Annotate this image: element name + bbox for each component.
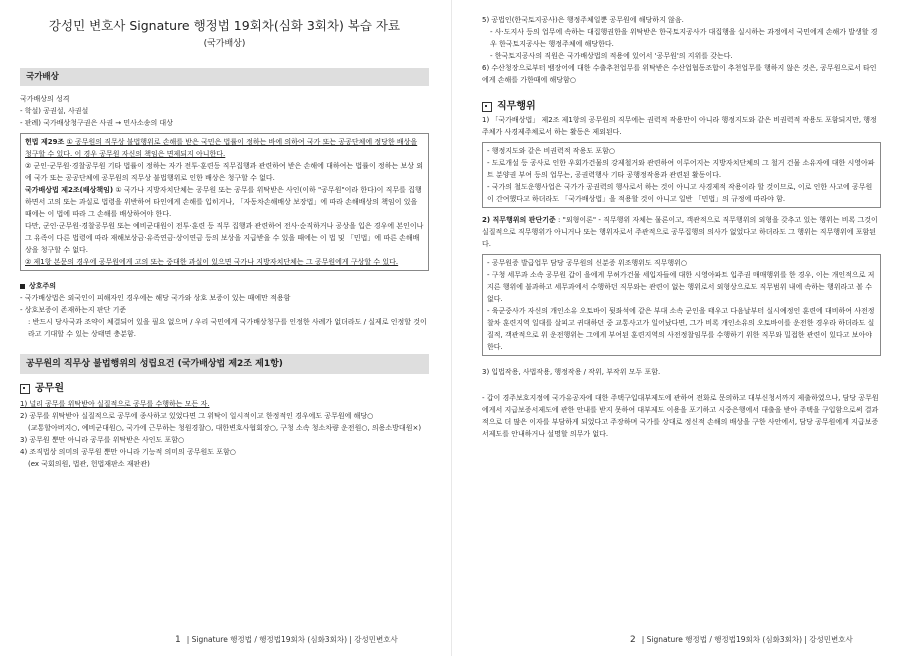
box-line: - 공무원증 발급업무 담당 공무원의 신분증 위조행위도 직무행위○	[487, 259, 688, 267]
box-line: - 도로개설 등 공사로 인한 우회가건물의 강제철거와 관련하여 이루어지는 지방자치단체의 그 철거 건물 소유자에 대한 시영아파트 분양권 부여 등의 업무는, 공권력행사 기타 공행정작용과 관련된 활동이다.	[487, 159, 875, 179]
statute-label: 헌법 제29조	[25, 138, 65, 146]
subheading-duty: 직무행위	[482, 100, 881, 114]
statute-paragraph	[25, 160, 424, 184]
official-item: 4) 조직법상 의미의 공무원 뿐만 아니라 기능적 의미의 공무원도 포함○	[20, 448, 236, 456]
checkbox-square-icon	[20, 384, 30, 394]
footer-text: | Signature 행정법 / 행정법19회차 (심화3회차) | 강성민변호사	[641, 635, 853, 644]
duty-item: 3) 입법작용, 사법작용, 행정작용 / 작위, 부작위 모두 포함.	[482, 368, 661, 376]
official-item: 6) 수산청장으로부터 뱀장어에 대한 수출추천업무를 위탁받은 수산업협동조합이 추천업무를 행하지 않은 것은, 공무원으로서 타인에게 손해를 가한때에 해당함○	[482, 64, 877, 84]
mutual-heading: 상호주의	[20, 280, 429, 292]
mutual-item: - 국가배상법은 외국인이 피해자인 경우에는 해당 국가와 상호 보증이 있는 때에만 적용함	[20, 294, 291, 302]
box-line: - 국가의 철도운행사업은 국가가 공권력의 행사로서 하는 것이 아니고 사경제적 작용이라 할 것이므로, 이로 인한 사고에 공무원이 간여했다고 하더라도 「국가배상법」을 적용할 것이 아니고 일반 「민법」의 규정에 따라야 함.	[487, 183, 873, 203]
nature-item: - 학설) 공권설, 사권설	[20, 107, 89, 115]
mutual-item: - 상호보증이 존재하는지 판단 기준	[20, 306, 127, 314]
official-item: 2) 공무를 위탁받아 실질적으로 공무에 종사하고 있었다면 그 위탁이 일시적이고 한정적인 경우에도 공무원에 해당○	[20, 412, 374, 420]
statute-text: ② 제1항 본문의 경우에 공무원에게 고의 또는 중대한 과실이 있으면 국가나 지방자치단체는 그 공무원에게 구상할 수 있다.	[25, 258, 399, 266]
duty-item: 1) 「국가배상법」 제2조 제1항의 공무원의 직무에는 권력적 작용만이 아니라 행정지도와 같은 비권력적 작용도 포함되지만, 행정주체가 사경제주체로서 하는 활동은 제외된다.	[482, 116, 877, 136]
statute-paragraph	[25, 136, 424, 160]
page-left	[0, 0, 451, 656]
footer-text: | Signature 행정법 / 행정법19회차 (심화3회차) | 강성민변호사	[186, 635, 398, 644]
footer-right	[630, 635, 853, 645]
footer-left	[175, 635, 398, 645]
square-bullet-icon	[20, 284, 25, 289]
appearance-theory-box	[482, 254, 881, 356]
box-line: - 행정지도와 같은 비권력적 작용도 포함○	[487, 147, 615, 155]
subheading-official: 공무원	[20, 382, 429, 396]
section-header-requirements: 공무원의 직무상 불법행위의 성립요건 (국가배상법 제2조 제1항)	[20, 354, 429, 374]
duty-criteria: 2) 직무행위의 판단기준 : "외형이론" - 직무행위 자체는 물론이고, 객관적으로 직무행위의 외형을 갖추고 있는 행위는 비록 그것이 실질적으로 직무행위가 아니거나 또는 행위자로서 주관적으로 공무집행의 의사가 없었다고 하더라도 그 행위는 직무행위에 포함된다.	[482, 216, 878, 248]
statute-text: ② 군인·군무원·경찰공무원 기타 법률이 정하는 자가 전투·훈련등 직무집행과 관련하여 받은 손해에 대하여는 법률이 정하는 보상 외에 국가 또는 공공단체에 공무원의 직무상 불법행위로 인한 배상은 청구할 수 없다.	[25, 162, 423, 182]
statute-text: ① 공무원의 직무상 불법행위로 손해를 받은 국민은 법률이 정하는 바에 의하여 국가 또는 공공단체에 정당한 배상을 청구할 수 있다. 이 경우 공무원 자신의 책임은 면제되지 아니한다.	[25, 138, 418, 158]
official-item: (교통할아버지○, 예비군대원○, 국가에 근무하는 청원경찰○, 대한변호사협회장○, 구청 소속 청소차량 운전원○, 의용소방대원×)	[28, 424, 422, 432]
statute-text: ① 국가나 지방자치단체는 공무원 또는 공무를 위탁받은 사인(이하 "공무원"이라 한다)이 직무를 집행하면서 고의 또는 과실로 법령을 위반하여 타인에게 손해를 입히거나, 「자동차손해배상 보장법」에 따라 손해배상의 책임이 있을 때에는 이 법에 따라 그 손해를 배상하여야 한다.	[25, 186, 422, 218]
section-header-state-compensation: 국가배상	[20, 68, 429, 86]
official-item: 1) 널리 공무를 위탁받아 실질적으로 공무를 수행하는 모든 자.	[20, 400, 210, 408]
official-item: 5) 공법인(한국토지공사)은 행정주체일뿐 공무원에 해당하지 않음.	[482, 16, 684, 24]
statute-box	[20, 133, 429, 271]
checkbox-square-icon	[482, 102, 492, 112]
statute-label: 국가배상법 제2조(배상책임)	[25, 186, 114, 194]
statute-text: 다만, 군인·군무원·경찰공무원 또는 예비군대원이 전투·훈련 등 직무 집행과 관련하여 전사·순직하거나 공상을 입은 경우에 본인이나 그 유족이 다른 법령에 따라 재해보상금·유족연금·상이연금 등의 보상을 지급받을 수 있을 때에는 이 법 및 「민법」에 따른 손해배상을 청구할 수 없다.	[25, 222, 424, 254]
document-title: 강성민 변호사 Signature 행정법 19회차(심화 3회차) 복습 자료	[48, 18, 401, 33]
official-item: - 한국토지공사의 직원은 국가배상법의 적용에 있어서 '공무원'의 지위를 갖는다.	[490, 52, 733, 60]
official-item: (ex 국회의원, 법관, 헌법재판소 재판관)	[28, 460, 150, 468]
box-line: - 육군중사가 자신의 개인소유 오토바이 뒷좌석에 같은 부대 소속 군인을 태우고 다음날부터 실시예정인 훈련에 대비하여 사전정찰차 훈련지역 일대를 살피고 귀대하던 중 교통사고가 일어났다면, 그가 비록 개인소유의 오토바이를 운전한 경우라 하더라도 실질적, 객관적으로 위 운전행위는 그에게 부여된 훈련지역의 사전정찰임무를 수행하기 위한 직무와 밀접한 관련이 있다고 보아야 한다.	[487, 307, 875, 351]
statute-paragraph	[25, 220, 424, 256]
nature-title: 국가배상의 성격	[20, 95, 70, 103]
statute-paragraph	[25, 256, 424, 268]
official-item: 3) 공무원 뿐만 아니라 공무를 위탁받은 사인도 포함○	[20, 436, 185, 444]
case-note: - 갑이 경주보호지정에 국가유공자에 대한 주택구입대부제도에 관하여 전화로 문의하고 대부신청서까지 제출하였으나, 담당 공무원에게서 지급보증서제도에 관한 안내를 받지 못하여 대부제도 이용을 포기하고 시중은행에서 대출을 받아 주택을 구입함으로써 결과적으로 더 많은 이자를 부담하게 되었다고 주장하며 국가를 상대로 정신적 손해의 배상을 구한 사안에서, 담당 공무원에게 지급보증서제도를 안내하거나 설명할 의무가 없다.	[482, 394, 879, 438]
official-item: - 사·도지사 등의 업무에 속하는 대집행권한을 위탁받은 한국토지공사가 대집행을 실시하는 과정에서 국민에게 손해가 발생할 경우 한국토지공사는 행정주체에 해당한다.	[490, 28, 878, 48]
statute-paragraph	[25, 184, 424, 220]
mutual-item: : 반드시 당사국과 조약이 체결되어 있을 필요 없으며 / 우리 국민에게 국가배상청구를 인정한 사례가 없더라도 / 실제로 인정할 것이라고 기대할 수 있는 상태면 충분함.	[28, 318, 427, 338]
page-number: 1	[175, 635, 181, 645]
document-subtitle: (국가배상)	[203, 39, 246, 49]
page-right	[452, 0, 903, 656]
duty-example-box	[482, 142, 881, 208]
page-number: 2	[630, 635, 636, 645]
box-line: - 구청 세무과 소속 공무원 갑이 을에게 무허가건물 세입자들에 대한 시영아파트 입주권 매매행위를 한 경우, 이는 개인적으로 저지른 행위에 불과하고 세무과에서 수행하던 직무와는 관련이 없는 행위로서 외형상으로도 직무범위 내에 속하는 행위라고 볼 수 없다.	[487, 271, 875, 303]
right-top-list	[482, 14, 881, 86]
nature-item: - 판례) 국가배상청구권은 사권 → 민사소송의 대상	[20, 119, 173, 127]
